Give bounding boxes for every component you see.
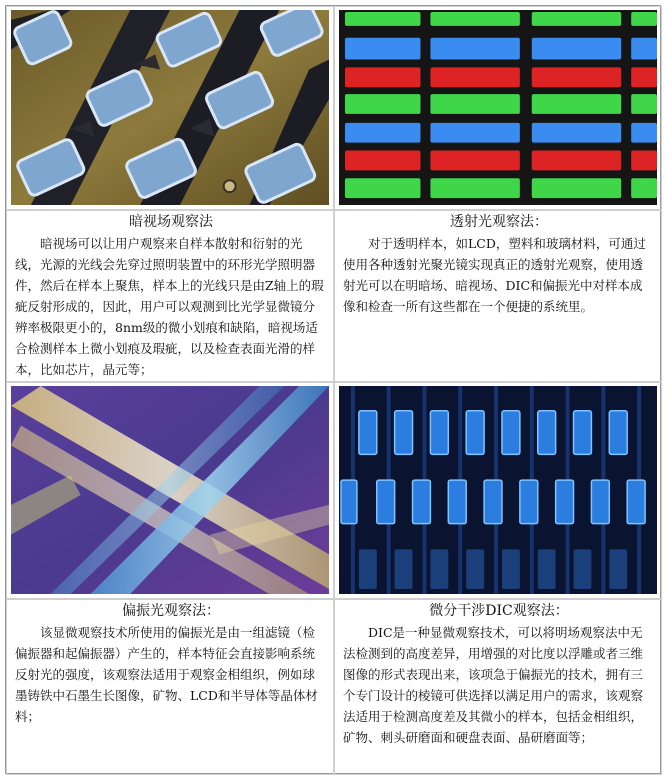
polarized-light-title: 偏振光观察法：: [122, 603, 220, 619]
dark-field-micrograph: [11, 10, 329, 205]
polarized-light-image-cell: [6, 382, 334, 599]
dic-description: DIC是一种显微观察技术，可以将明场观察法中无法检测到的高度差异，用增强的对比度以浮雕或者三维图像的形式表现出来，该项急于偏振光的技术，拥有三个专门设计的棱镜可供选择以满足用户的需求，该观察法适用于检测高度差及其微小的样本，包括金相组织，矿物、刺头研磨面和硬盘表面、晶研磨面等；: [343, 625, 644, 745]
dic-title: 微分干涉DIC观察法：: [429, 603, 569, 619]
dic-image-cell: [334, 382, 662, 599]
dark-field-image-cell: [6, 6, 334, 210]
dark-field-title: 暗视场观察法: [129, 214, 213, 230]
dic-chip-micrograph: [339, 386, 657, 594]
dark-field-text-cell: [6, 210, 334, 382]
dic-text-cell: [334, 599, 662, 775]
lcd-subpixel-micrograph: [339, 10, 657, 205]
polarized-crystal-micrograph: [11, 386, 329, 594]
transmitted-light-description: 对于透明样本，如LCD，塑料和玻璃材料，可通过使用各种透射光聚光镜实现真正的透射光观察，使用透射光可以在明暗场、暗视场、DIC和偏振光中对样本成像和检查一所有这些都在一个便捷的系统里。: [343, 236, 646, 314]
dark-field-description: 暗视场可以让用户观察来自样本散射和衍射的光线，光源的光线会先穿过照明装置中的环形光学照明器件，然后在样本上聚焦，样本上的光线只是由Z轴上的瑕疵反射形成的，因此，用户可以观测到比光学显微镜分辨率极限更小的，8nm级的微小划痕和缺陷，暗视场适合检测样本上微小划痕及瑕疵，以及检查表面光滑的样本，比如芯片，晶元等；: [15, 236, 324, 377]
transmitted-light-title: 透射光观察法：: [450, 214, 548, 230]
transmitted-light-text-cell: [334, 210, 662, 382]
transmitted-light-image-cell: [334, 6, 662, 210]
microscopy-methods-table: [5, 5, 661, 774]
polarized-light-description: 该显微观察技术所使用的偏振光是由一组滤镜（检偏振器和起偏振器）产生的，样本特征会直接影响系统反射光的强度，该观察法适用于观察金相组织，例如球墨铸铁中石墨生长图像，矿物、LCD和半导体等晶体材料；: [15, 625, 318, 724]
polarized-light-text-cell: [6, 599, 334, 775]
